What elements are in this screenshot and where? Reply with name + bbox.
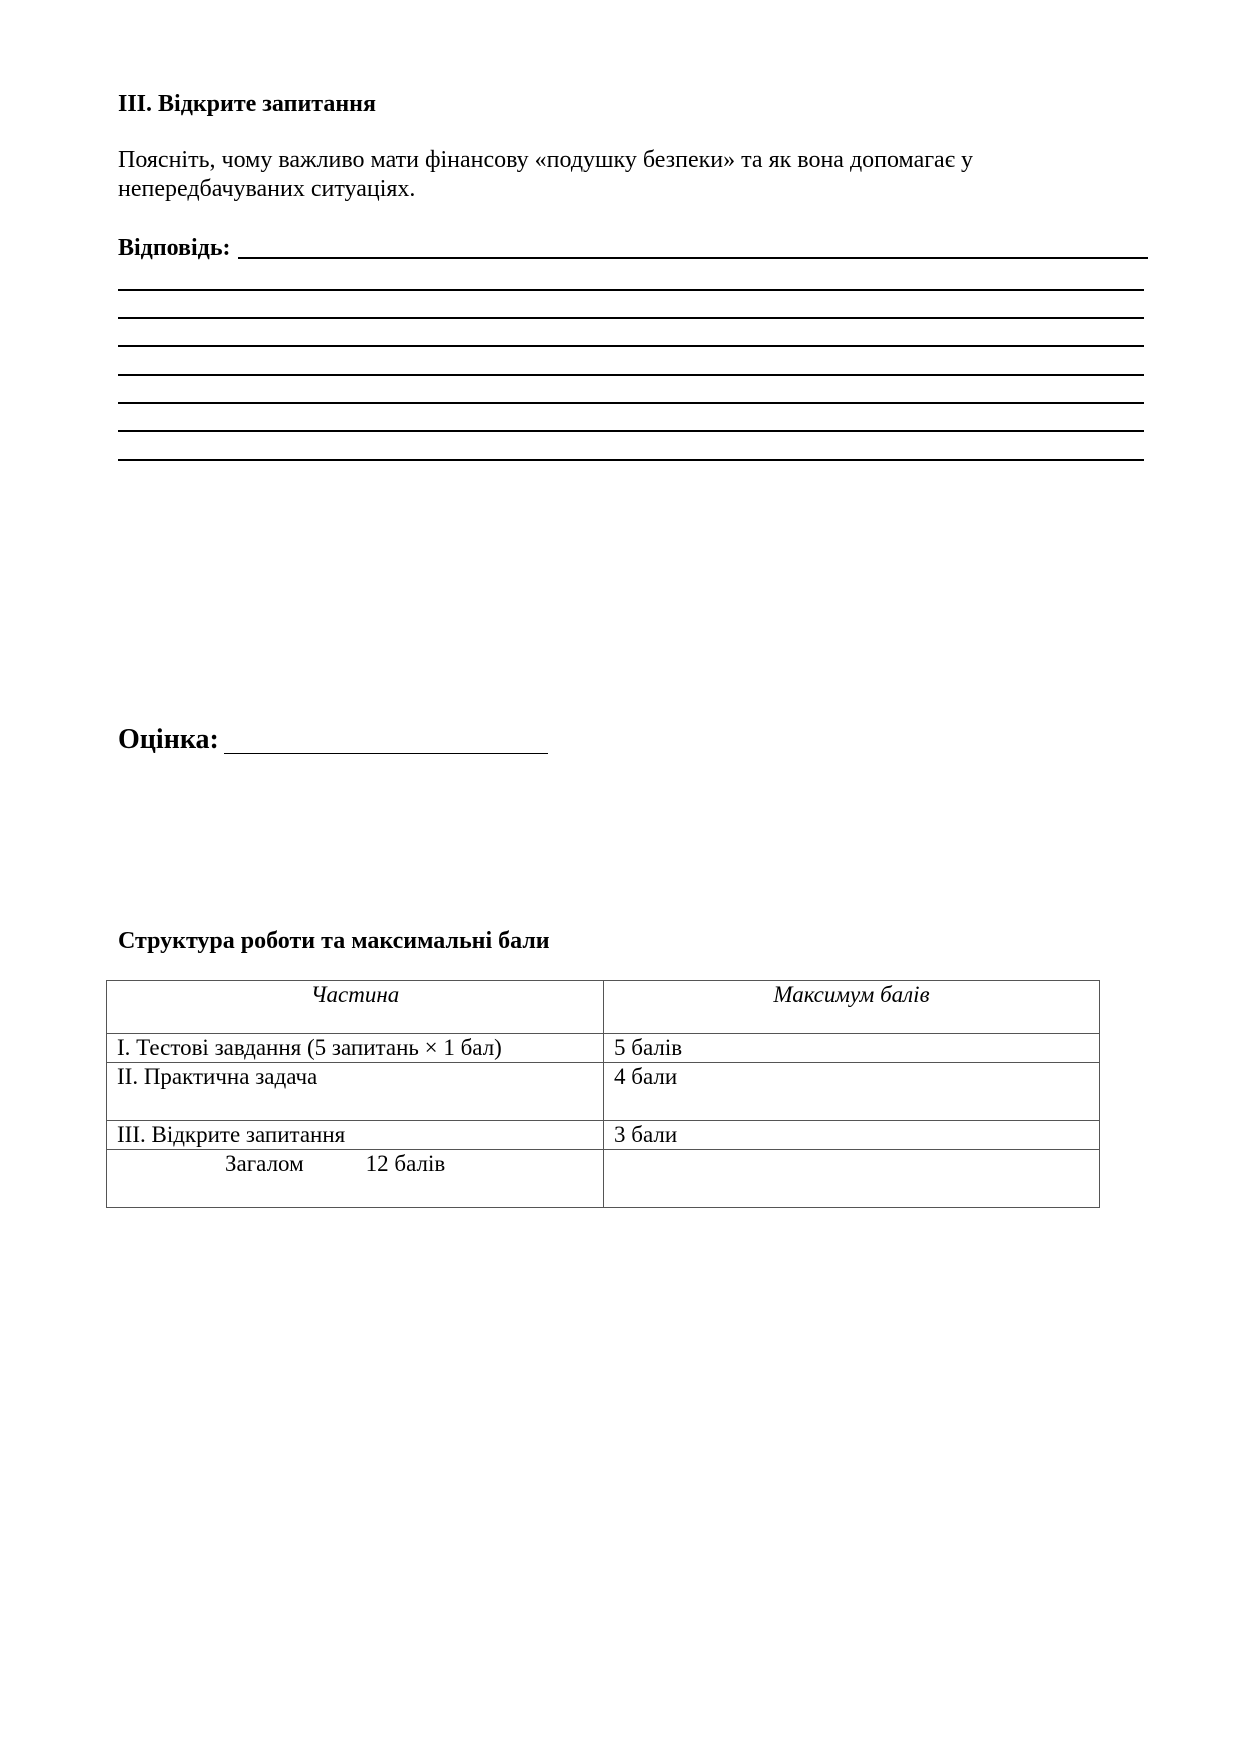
cell-total-empty	[604, 1150, 1100, 1208]
table-header-row	[107, 981, 1100, 1034]
structure-title: Структура роботи та максимальні бали	[118, 928, 550, 954]
answer-line[interactable]	[118, 345, 1144, 347]
total-label: Загалом	[225, 1151, 304, 1176]
cell-max: 5 балів	[604, 1034, 1100, 1063]
total-value: 12 балів	[365, 1151, 446, 1176]
cell-part: I. Тестові завдання (5 запитань × 1 бал)	[107, 1034, 604, 1063]
header-part: Частина	[107, 981, 604, 1034]
table-row	[107, 1121, 1100, 1150]
table-total-row	[107, 1150, 1100, 1208]
answer-line[interactable]	[118, 459, 1144, 461]
cell-max: 4 бали	[604, 1063, 1100, 1121]
answer-line[interactable]	[118, 430, 1144, 432]
section-heading: III. Відкрите запитання	[118, 91, 376, 117]
cell-total	[107, 1150, 604, 1208]
answer-line[interactable]	[238, 257, 1148, 259]
cell-part: III. Відкрите запитання	[107, 1121, 604, 1150]
answer-line[interactable]	[118, 289, 1144, 291]
answer-line[interactable]	[118, 374, 1144, 376]
answer-label: Відповідь:	[118, 235, 231, 261]
cell-part: II. Практична задача	[107, 1063, 604, 1121]
answer-line[interactable]	[118, 317, 1144, 319]
answer-line[interactable]	[118, 402, 1144, 404]
header-max: Максимум балів	[604, 981, 1100, 1034]
grade-line[interactable]	[224, 753, 548, 754]
grade-label: Оцінка:	[118, 724, 219, 755]
cell-max: 3 бали	[604, 1121, 1100, 1150]
table-row	[107, 1034, 1100, 1063]
question-text: Поясніть, чому важливо мати фінансову «подушку безпеки» та як вона допомагає у непередбачуваних ситуаціях.	[118, 147, 974, 202]
score-table	[106, 980, 1100, 1208]
table-row	[107, 1063, 1100, 1121]
